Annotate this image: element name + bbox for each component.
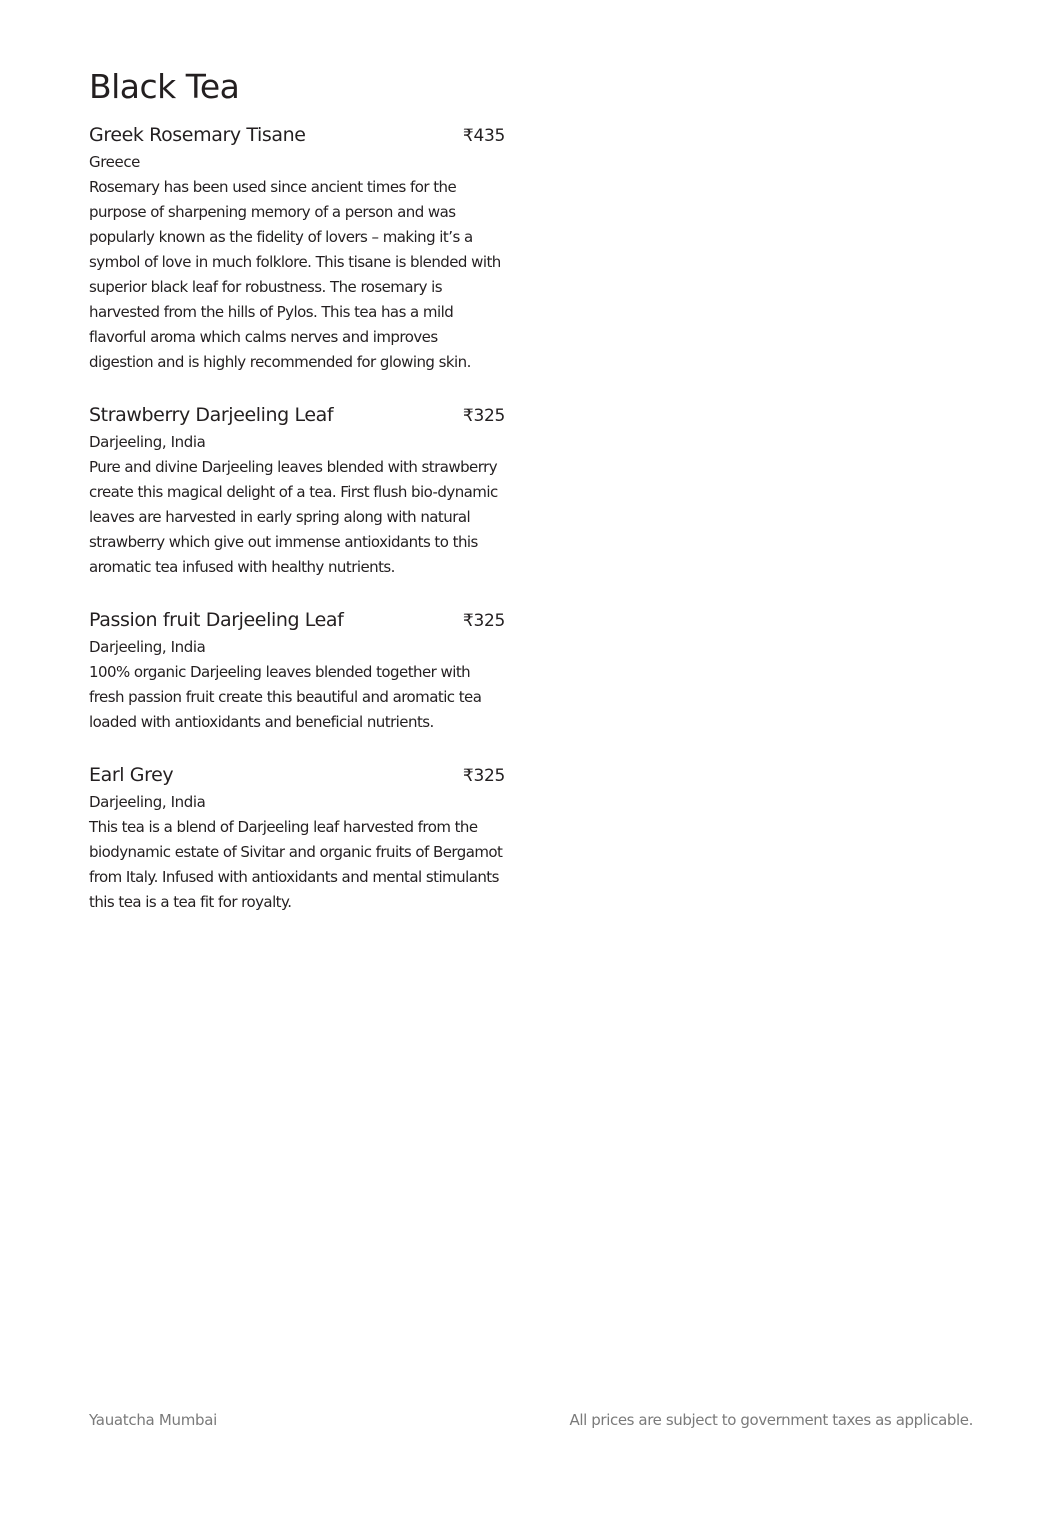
menu-item-origin: Darjeeling, India — [89, 638, 206, 656]
menu-item-description: Rosemary has been used since ancient times for the purpose of sharpening memory of a person and was popularly known as the fidelity of lovers – making it’s a symbol of love in much folklore. This tisane is blended with superior black leaf for robustness. The rosemary is harvested from the hills of Pylos. This tea has a mild flavorful aroma which calms nerves and improves digestion and is highly recommended for glowing skin. — [89, 178, 501, 371]
menu-item-description: This tea is a blend of Darjeeling leaf harvested from the biodynamic estate of Sivitar and organic fruits of Bergamot from Italy. Infused with antioxidants and mental stimulants this tea is a tea fit for royalty. — [89, 818, 503, 911]
menu-item — [89, 760, 505, 915]
menu-item-header — [89, 760, 505, 790]
menu-item-name: Earl Grey — [89, 764, 174, 786]
menu-item-name: Passion fruit Darjeeling Leaf — [89, 609, 344, 631]
menu-item-origin: Darjeeling, India — [89, 793, 206, 811]
menu-item-price: ₹325 — [462, 611, 505, 631]
menu-item-origin: Darjeeling, India — [89, 433, 206, 451]
menu-item-header — [89, 120, 505, 150]
menu-item-description: Pure and divine Darjeeling leaves blended with strawberry create this magical delight of a tea. First flush bio-dynamic leaves are harvested in early spring along with natural strawberry which give out immense antioxidants to this aromatic tea infused with healthy nutrients. — [89, 458, 498, 576]
menu-item-header — [89, 400, 505, 430]
menu-item — [89, 605, 505, 735]
footer-tax-note: All prices are subject to government taxes as applicable. — [569, 1411, 973, 1429]
menu-item-header — [89, 605, 505, 635]
menu-item-origin: Greece — [89, 153, 140, 171]
menu-item-price: ₹325 — [462, 406, 505, 426]
menu-item-price: ₹325 — [462, 766, 505, 786]
menu-item-name: Greek Rosemary Tisane — [89, 124, 306, 146]
page-title: Black Tea — [89, 67, 240, 106]
menu-item-price: ₹435 — [462, 126, 505, 146]
menu-item-name: Strawberry Darjeeling Leaf — [89, 404, 334, 426]
menu-list — [89, 120, 505, 940]
menu-item — [89, 120, 505, 375]
footer-brand: Yauatcha Mumbai — [89, 1411, 218, 1429]
menu-item-description: 100% organic Darjeeling leaves blended together with fresh passion fruit create this beautiful and aromatic tea loaded with antioxidants and beneficial nutrients. — [89, 663, 482, 731]
menu-item — [89, 400, 505, 580]
